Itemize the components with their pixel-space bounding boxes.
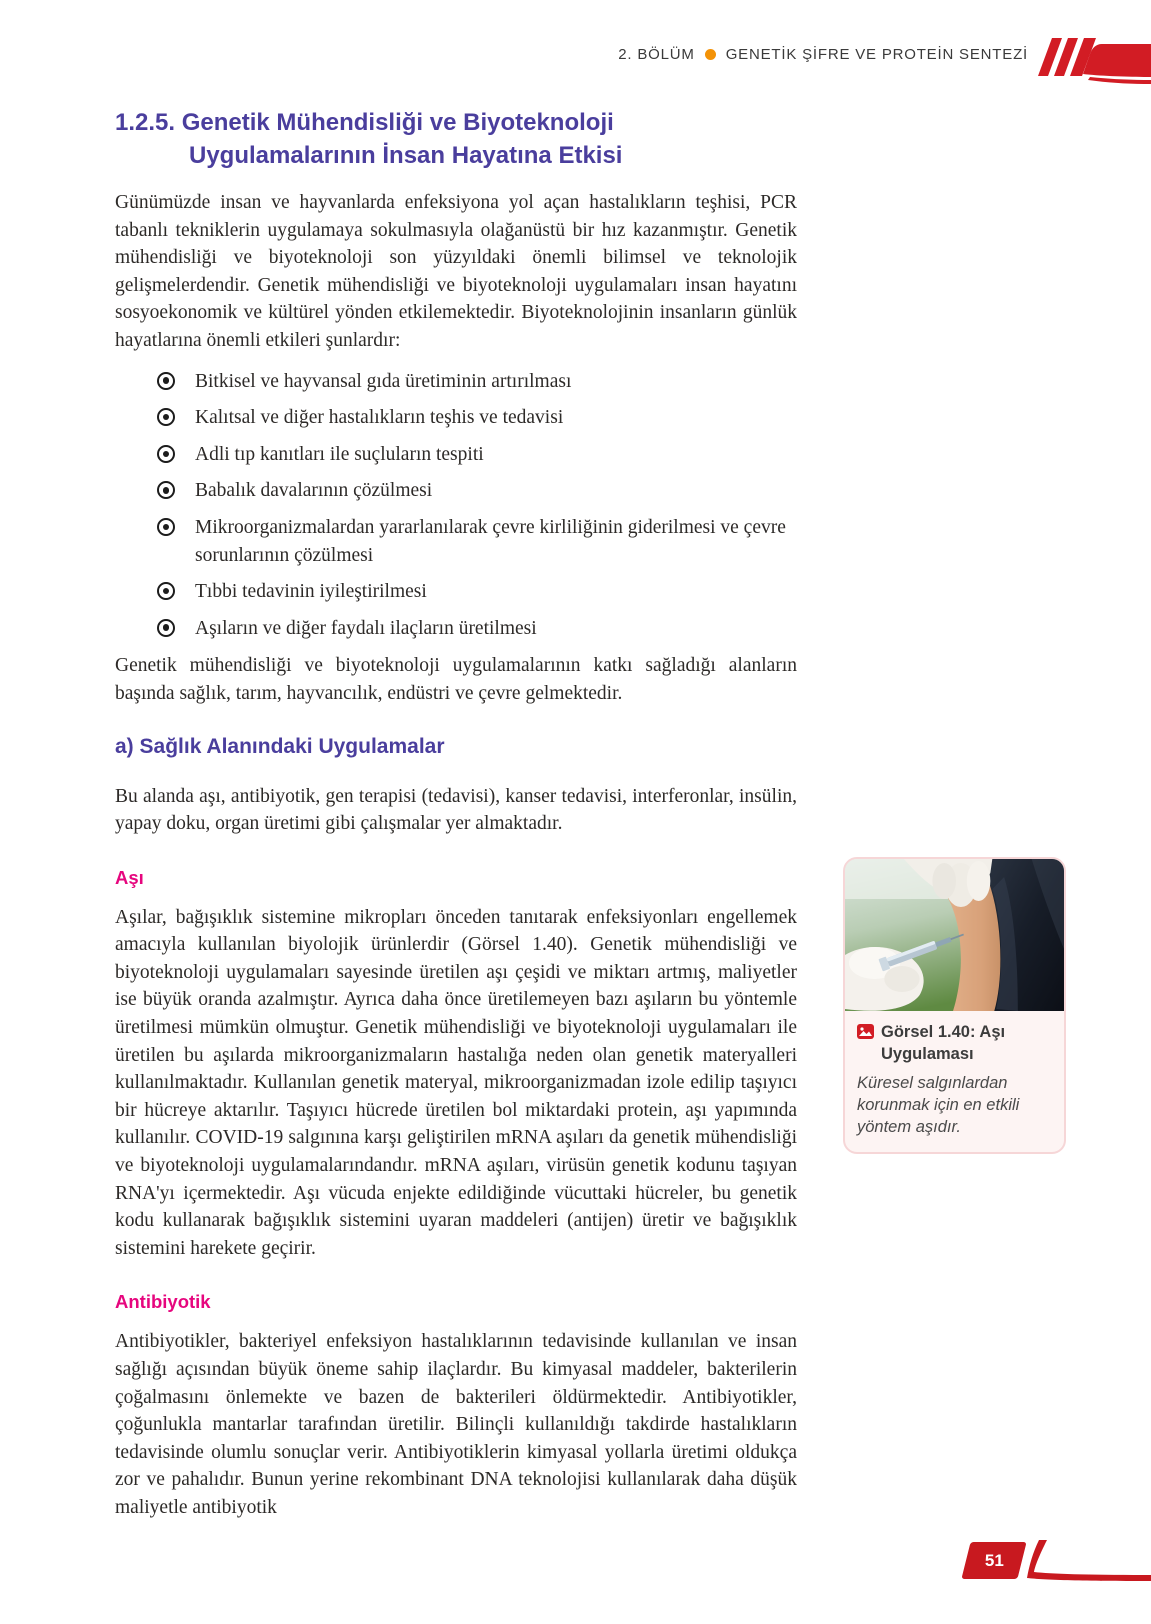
target-bullet-icon (157, 518, 175, 536)
impact-list (115, 368, 797, 643)
main-text-column (115, 106, 797, 1522)
list-item (115, 477, 797, 505)
image-icon (857, 1024, 874, 1039)
list-item (115, 578, 797, 606)
figure-caption (845, 1011, 1064, 1152)
target-bullet-icon (157, 445, 175, 463)
list-item (115, 404, 797, 432)
list-item-text: Tıbbi tedavinin iyileştirilmesi (195, 581, 427, 603)
list-item-text: Babalık davalarının çözülmesi (195, 480, 433, 502)
figure-card (843, 857, 1066, 1154)
red-slashes-icon (1030, 30, 1151, 86)
intro-paragraph: Günümüzde insan ve hayvanlarda enfeksiyona yol açan hastalıkların teşhisi, PCR tabanlı tekniklerin uygulamaya sokulmasıyla olağanüstü bir hız kazanmıştır. Genetik mühendisliği ve biyoteknoloji son yüzyıldaki önemli bilimsel ve teknolojik gelişmelerdendir. Genetik mühendisliği ve biyoteknoloji uygulamaları insan hayatını sosyoekonomik ve kültürel yönden etkilemektedir. Biyoteknolojinin insanların günlük hayatlarına önemli etkileri şunlardır: (115, 192, 797, 351)
heading-health-applications: a) Sağlık Alanındaki Uygulamalar (115, 734, 445, 758)
list-item-text: Aşıların ve diğer faydalı ilaçların üretilmesi (195, 617, 537, 639)
vaccine-injection-photo (845, 859, 1064, 1011)
list-item (115, 441, 797, 469)
list-item (115, 514, 797, 569)
list-item-text: Bitkisel ve hayvansal gıda üretiminin artırılması (195, 370, 572, 392)
antibiotic-paragraph: Antibiyotikler, bakteriyel enfeksiyon hastalıklarının tedavisinde kullanılan ve insan sağlığı açısından büyük öneme sahip ilaçlardır. Bu kimyasal maddeler, bakterilerin çoğalmasını önlemekte ve bazen de bakterileri öldürmektedir. Antibiyotikler, çoğunlukla mantarlar tarafından üretilir. Bilinçli kullanıldığı takdirde hastalıkların tedavisinde olumlu sonuçlar verir. Antibiyotiklerin kimyasal yollarla üretimi oldukça zor ve pahalıdır. Bunun yerine rekombinant DNA teknolojisi kullanılarak daha düşük maliyetle antibiyotik (115, 1331, 797, 1518)
section-title (115, 106, 797, 172)
running-head (618, 46, 1028, 63)
page-header (0, 0, 1151, 90)
list-item-text: Kalıtsal ve diğer hastalıkların teşhis ve tedavisi (195, 407, 564, 429)
after-list-paragraph: Genetik mühendisliği ve biyoteknoloji uygulamalarının katkı sağladığı alanların başında sağlık, tarım, hayvancılık, endüstri ve çevre gelmektedir. (115, 655, 797, 704)
list-item (115, 368, 797, 396)
list-item (115, 615, 797, 643)
list-item-text: Adli tıp kanıtları ile suçluların tespiti (195, 443, 484, 465)
section-title-line2: Uygulamalarının İnsan Hayatına Etkisi (189, 142, 623, 169)
chapter-label: 2. BÖLÜM (618, 46, 695, 63)
target-bullet-icon (157, 481, 175, 499)
target-bullet-icon (157, 372, 175, 390)
page-number: 51 (984, 1550, 1004, 1570)
figure-caption-title-row (857, 1021, 1052, 1065)
chapter-title: GENETİK ŞİFRE VE PROTEİN SENTEZİ (725, 46, 1028, 63)
page-number-badge (961, 1542, 1026, 1579)
vaccine-paragraph: Aşılar, bağışıklık sistemine mikropları önceden tanıtarak enfeksiyonları engellemek amacıyla kullanılan biyolojik ürünlerdir (Görsel 1.40). Genetik mühendisliği ve biyoteknoloji uygulamaları sayesinde üretilen aşı çeşidi ve miktarı artmış, maliyetler ise büyük oranda azalmıştır. Ayrıca daha önce üretilemeyen bazı aşıların bu yöntemle üretilmesi mümkün olmuştur. Genetik mühendisliği ve biyoteknoloji uygulamaları ile üretilen bu aşılarda mikroorganizmaların hastalığa neden olan genetik materyalleri kullanılmaktadır. Kullanılan genetik materyal, mikroorganizmadan izole edilip taşıyıcı bir hücreye aktarılır. Taşıyıcı hücrede üretilen bol miktardaki protein, aşı yapımında kullanılır. COVID-19 salgınına karşı geliştirilen mRNA aşıları da genetik mühendisliği ve biyoteknoloji uygulamalarındandır. mRNA aşıları, virüsün genetik kodunu taşıyan RNA'yı içermektedir. Aşı vücuda enjekte edildiğinde vücuttaki hücreler, bu genetik kodu kullanarak bağışıklık sistemini uyaran maddeleri (antijen) üretir ve bağışıklık sistemini harekete geçirir. (115, 906, 797, 1259)
heading-vaccine: Aşı (115, 866, 144, 888)
target-bullet-icon (157, 582, 175, 600)
target-bullet-icon (157, 408, 175, 426)
list-item-text: Mikroorganizmalardan yararlanılarak çevre kirliliğinin giderilmesi ve çevre sorunlarının çözülmesi (195, 516, 786, 566)
orange-dot-icon (705, 49, 716, 60)
figure-caption-title: Görsel 1.40: Aşı Uygulaması (881, 1023, 1006, 1063)
heading-antibiotic: Antibiyotik (115, 1291, 211, 1313)
health-paragraph: Bu alanda aşı, antibiyotik, gen terapisi (tedavisi), kanser tedavisi, interferonlar, insülin, yapay doku, organ üretimi gibi çalışmalar yer almaktadır. (115, 785, 797, 835)
target-bullet-icon (157, 619, 175, 637)
figure-caption-note: Küresel salgınlardan korunmak için en etkili yöntem aşıdır. (857, 1074, 1020, 1136)
section-title-line1: 1.2.5. Genetik Mühendisliği ve Biyoteknoloji (115, 109, 614, 136)
